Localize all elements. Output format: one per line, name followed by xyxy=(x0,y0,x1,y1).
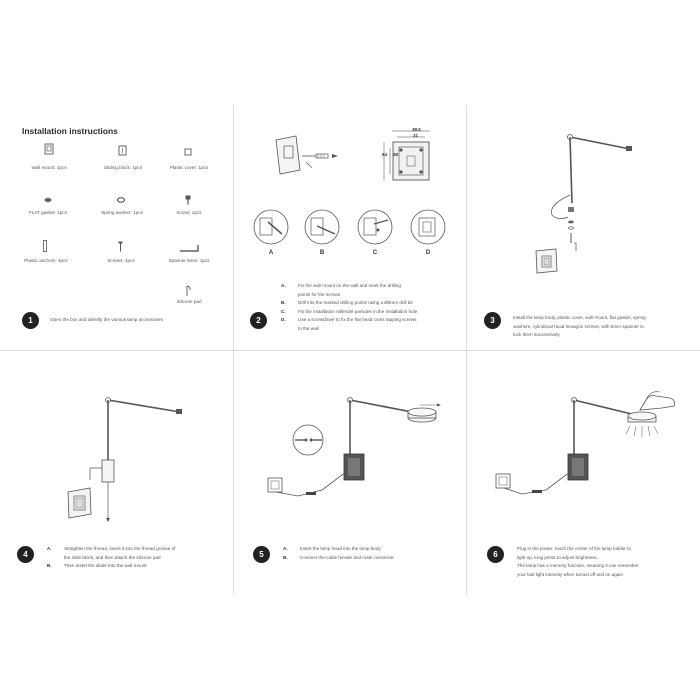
accessory-label-wall-mount: Wall mount: 1pcs xyxy=(31,165,67,170)
drill-step-c-illustration xyxy=(356,208,394,246)
step-4-item xyxy=(47,545,229,554)
step-number-1: 1 xyxy=(22,312,39,329)
wall-mount-illustration xyxy=(272,134,342,179)
sliding-block-icon xyxy=(118,145,127,156)
wall-mount-icon xyxy=(44,143,54,155)
item-letter: B. xyxy=(283,554,288,560)
lamp-assembly-illustration xyxy=(530,125,650,285)
spanner-icon xyxy=(179,244,199,252)
step-number-5: 5 xyxy=(253,546,270,563)
drill-letter-a: A xyxy=(268,250,274,256)
step-4-item xyxy=(47,562,229,571)
item-letter xyxy=(281,325,298,334)
item-text: Insert the lamp head into the lamp body xyxy=(300,546,381,551)
step-3-line: lock them successively xyxy=(513,332,560,337)
drill-step-d-illustration xyxy=(409,208,447,246)
drill-step-a-illustration xyxy=(252,208,290,246)
dimension-height-outer: 64 xyxy=(382,152,388,157)
drill-step-b-illustration xyxy=(303,208,341,246)
item-letter: A. xyxy=(281,283,286,288)
item-text: Connect the cable female and male connector xyxy=(300,554,394,560)
drill-letter-b: B xyxy=(319,250,325,256)
step-6-line: Plug in the power, touch the center of the lamp holder to xyxy=(517,546,631,551)
step-number-2: 2 xyxy=(250,312,267,329)
step-4-item xyxy=(47,554,229,563)
flat-gasket-icon xyxy=(44,197,52,203)
accessory-label-plastic-cover: Plastic cover: 1pcs xyxy=(169,165,209,170)
slider-insert-illustration xyxy=(60,388,190,528)
drill-letter-c: C xyxy=(372,250,378,256)
accessory-label-plastic-anchors: Plastic anchors: 4pcs xyxy=(24,258,68,263)
step-list-2 xyxy=(281,282,461,333)
item-text: points for the screws xyxy=(298,291,341,297)
dimension-height-inner: 48 xyxy=(393,152,399,157)
item-text: Straighten the thread, insert it into the thread groove of xyxy=(64,546,176,551)
item-letter xyxy=(47,554,64,563)
accessory-label-spanner: Spanner 5mm: 1pcs xyxy=(168,258,210,263)
touch-control-illustration xyxy=(490,380,680,520)
accessory-label-sliding-block: Sliding block: 1pcs xyxy=(103,165,143,170)
step-number-4: 4 xyxy=(17,546,34,563)
dimension-width-top: 38.5 xyxy=(412,127,421,132)
item-text: Fix the installation rolllerdel particles in the installation hole xyxy=(298,308,418,314)
screw-icon xyxy=(185,195,191,205)
silicone-pad-icon xyxy=(185,285,192,297)
step-list-4 xyxy=(47,545,229,571)
plastic-cover-icon xyxy=(184,148,192,156)
item-letter: C. xyxy=(281,308,286,314)
step-5-item xyxy=(283,554,463,563)
page-title: Installation instructions xyxy=(22,126,118,136)
screws-icon xyxy=(118,241,123,252)
item-text: the slide block, and then attach the silicone pad xyxy=(64,554,161,560)
plastic-anchor-icon xyxy=(42,240,48,252)
item-text: Drill into the marked drilling points using a Ø6mm drill bit xyxy=(298,300,413,305)
step-3-line: Install the lamp body, plastic cover, wall mount, flat gasket, spring xyxy=(513,315,646,320)
row-divider xyxy=(0,350,700,351)
step-6-line: light up, long press to adjust brightness. xyxy=(517,554,598,560)
item-text: Then insert the slider into the wall mount xyxy=(64,563,147,568)
step-2-item xyxy=(281,325,461,334)
step-2-item xyxy=(281,299,461,308)
item-letter: A. xyxy=(47,546,52,551)
step-text-3 xyxy=(513,314,693,340)
step-6-line: your last light intensity when turned off and on again xyxy=(517,571,623,577)
step-2-item xyxy=(281,308,461,317)
item-letter: D. xyxy=(281,317,286,322)
step-number-6: 6 xyxy=(487,546,504,563)
item-text: Use a screwdriver to fix the flat head cross tapping screws xyxy=(298,317,417,322)
drill-letter-d: D xyxy=(425,250,431,256)
item-letter: B. xyxy=(47,563,52,568)
step-2-item xyxy=(281,291,461,300)
item-letter: A. xyxy=(283,546,288,551)
step-2-item xyxy=(281,316,461,325)
item-text: to the wall xyxy=(298,325,319,331)
step-number-3: 3 xyxy=(484,312,501,329)
accessory-label-flat-gasket: FLAT gasket: 1pcs xyxy=(29,210,67,215)
step-5-item xyxy=(283,545,463,554)
accessory-label-screws: Screws: 4pcs xyxy=(107,258,135,263)
step-2-item xyxy=(281,282,461,291)
spring-washer-icon xyxy=(117,197,125,203)
step-6-line: The lamp has a memory function, meaning it can remember xyxy=(517,563,639,568)
item-letter: B. xyxy=(281,300,286,305)
dimension-drawing xyxy=(380,126,440,186)
item-text: Fix the wall mount on the wall and mark the drilling xyxy=(298,283,401,288)
accessory-label-silicone-pad: Silicone pad xyxy=(176,299,202,304)
step-text-6 xyxy=(517,545,697,579)
dimension-width-inner: 31 xyxy=(413,133,419,138)
step-text-1: Open the box and identify the various lamp accessories xyxy=(50,317,163,322)
step-3-line: washers, cylindrical head hexagon screws, with 5mm spanner to xyxy=(513,323,644,329)
item-letter xyxy=(281,291,298,300)
lamp-head-connect-illustration xyxy=(262,388,452,518)
accessory-label-spring-washer: Spring washer: 1pcs xyxy=(101,210,143,215)
accessory-label-screw: Screw: 1pcs xyxy=(176,210,202,215)
step-list-5 xyxy=(283,545,463,562)
